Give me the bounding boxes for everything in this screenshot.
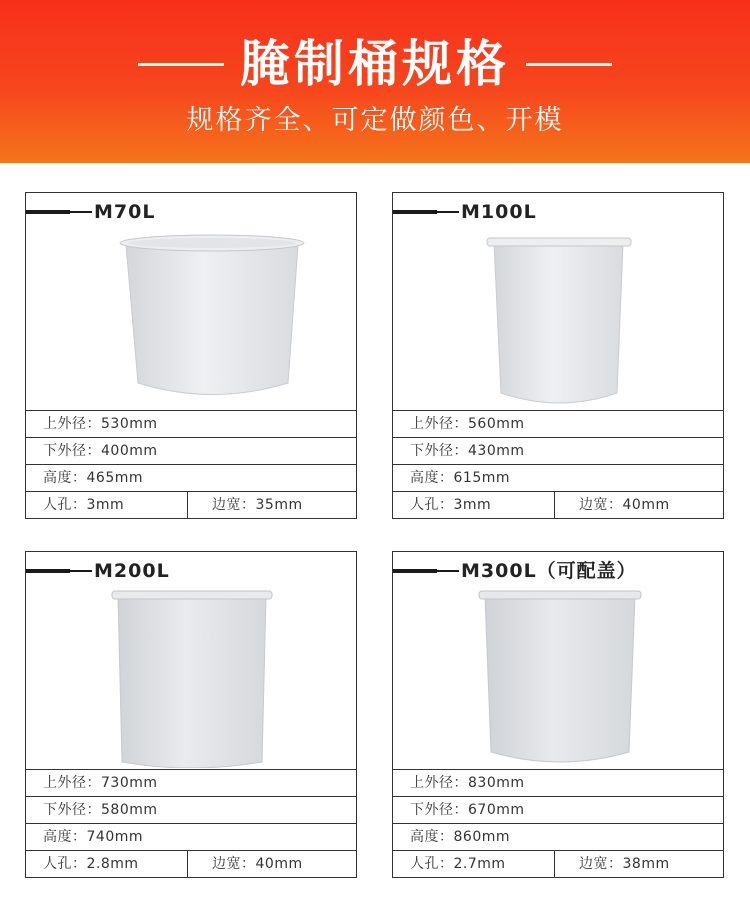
product-card-m100l — [392, 192, 724, 519]
spec-row-lower — [26, 796, 356, 823]
spec-table — [393, 769, 723, 877]
bucket-image — [393, 223, 723, 409]
product-card-m200l — [25, 551, 357, 878]
spec-row-height — [393, 464, 723, 491]
spec-value: 35mm — [255, 497, 303, 513]
spec-value: 38mm — [622, 856, 670, 872]
spec-row-lower — [26, 437, 356, 464]
spec-row-hole-edge — [393, 850, 723, 877]
spec-label: 下外径： — [410, 802, 468, 818]
spec-row-height — [26, 464, 356, 491]
spec-row-upper — [26, 410, 356, 437]
spec-label: 下外径： — [43, 443, 101, 459]
spec-row-hole-edge — [393, 491, 723, 518]
spec-value: 400mm — [101, 443, 158, 459]
spec-label: 人孔： — [410, 497, 454, 513]
card-marker — [26, 569, 92, 573]
spec-table — [393, 410, 723, 518]
spec-row-height — [393, 823, 723, 850]
spec-value: 615mm — [453, 470, 510, 486]
spec-label: 高度： — [43, 829, 87, 845]
spec-value: 670mm — [468, 802, 525, 818]
spec-value: 2.8mm — [86, 856, 139, 872]
spec-value: 3mm — [453, 497, 492, 513]
bucket-image — [26, 223, 356, 409]
bucket-image — [393, 582, 723, 768]
page-subtitle: 规格齐全、可定做颜色、开模 — [186, 105, 564, 136]
spec-label: 上外径： — [43, 416, 101, 432]
spec-label: 边宽： — [579, 856, 623, 872]
spec-label: 人孔： — [410, 856, 454, 872]
spec-label: 人孔： — [43, 497, 87, 513]
bucket-image — [26, 582, 356, 768]
spec-label: 高度： — [43, 470, 87, 486]
header-banner — [0, 0, 750, 163]
title-row — [0, 32, 750, 96]
model-label: M200L — [94, 560, 170, 582]
spec-value: 580mm — [101, 802, 158, 818]
title-left-line — [138, 63, 224, 66]
title-right-line — [526, 63, 612, 66]
spec-label: 边宽： — [212, 497, 256, 513]
spec-label: 下外径： — [410, 443, 468, 459]
spec-value: 430mm — [468, 443, 525, 459]
spec-value: 530mm — [101, 416, 158, 432]
spec-table — [26, 769, 356, 877]
spec-value: 2.7mm — [453, 856, 506, 872]
spec-value: 465mm — [86, 470, 143, 486]
spec-row-hole-edge — [26, 850, 356, 877]
spec-row-hole-edge — [26, 491, 356, 518]
product-card-m300l — [392, 551, 724, 878]
card-marker — [393, 210, 459, 214]
spec-value: 860mm — [453, 829, 510, 845]
spec-label: 上外径： — [43, 775, 101, 791]
model-label: M100L — [461, 201, 537, 223]
spec-value: 830mm — [468, 775, 525, 791]
spec-row-upper — [393, 410, 723, 437]
spec-label: 下外径： — [43, 802, 101, 818]
spec-label: 边宽： — [579, 497, 623, 513]
spec-table — [26, 410, 356, 518]
card-marker — [393, 569, 459, 573]
spec-label: 人孔： — [43, 856, 87, 872]
spec-row-lower — [393, 437, 723, 464]
spec-value: 40mm — [255, 856, 303, 872]
spec-value: 560mm — [468, 416, 525, 432]
spec-row-height — [26, 823, 356, 850]
spec-value: 730mm — [101, 775, 158, 791]
spec-row-lower — [393, 796, 723, 823]
spec-row-upper — [393, 769, 723, 796]
product-card-m70l — [25, 192, 357, 519]
page-title: 腌制桶规格 — [240, 35, 510, 93]
spec-value: 3mm — [86, 497, 125, 513]
model-label: M70L — [94, 201, 156, 223]
spec-label: 边宽： — [212, 856, 256, 872]
spec-label: 上外径： — [410, 416, 468, 432]
spec-row-upper — [26, 769, 356, 796]
model-label: M300L（可配盖） — [461, 560, 637, 582]
spec-value: 40mm — [622, 497, 670, 513]
card-marker — [26, 210, 92, 214]
spec-label: 高度： — [410, 470, 454, 486]
spec-label: 上外径： — [410, 775, 468, 791]
spec-value: 740mm — [86, 829, 143, 845]
spec-label: 高度： — [410, 829, 454, 845]
